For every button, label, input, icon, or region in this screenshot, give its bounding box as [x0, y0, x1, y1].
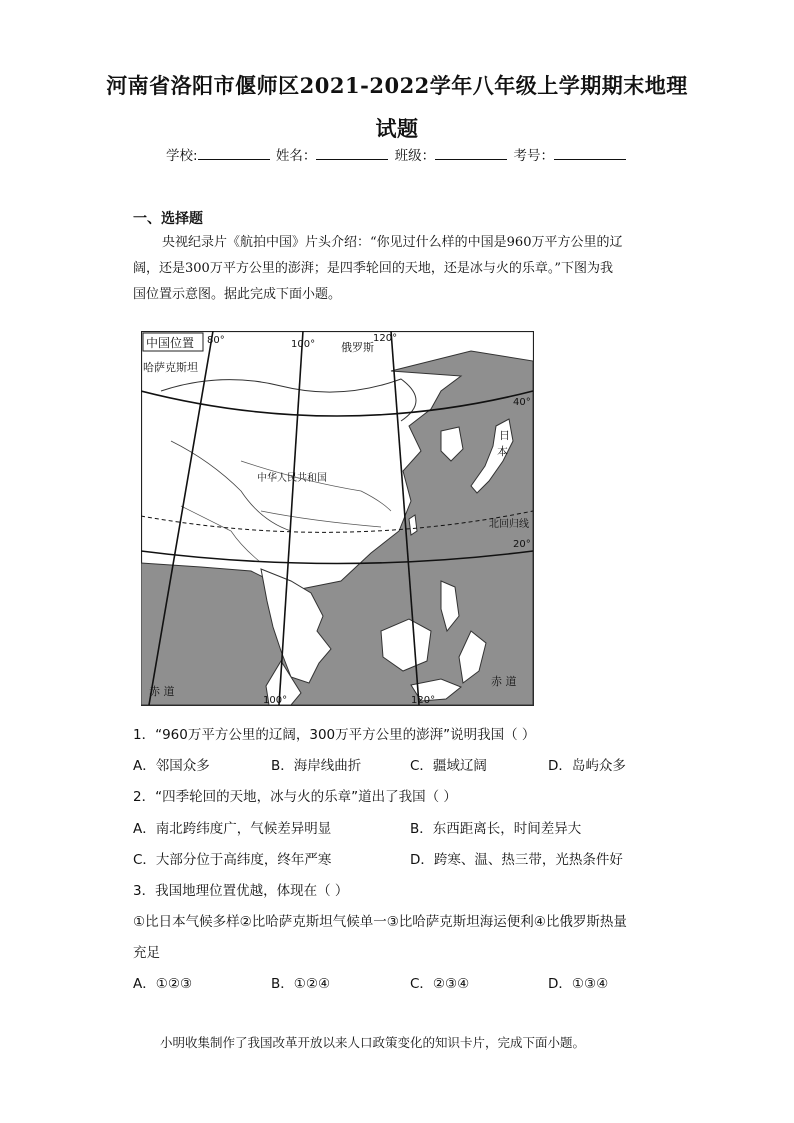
intro-line-1: 央视纪录片《航拍中国》片头介绍：“你见过什么样的中国是960万平方公里的辽: [162, 235, 623, 250]
class-label: 班级：: [394, 148, 436, 164]
label-lon-100-bottom: 100°: [263, 695, 288, 706]
label-lat-20: 20°: [513, 539, 531, 550]
question-3-statements: ①比日本气候多样②比哈萨克斯坦气候单一③比哈萨克斯坦海运便利④比俄罗斯热量: [133, 914, 627, 930]
school-blank[interactable]: [198, 147, 270, 160]
label-russia: 俄罗斯: [341, 341, 374, 354]
question-2-option-b[interactable]: B．东西距离长，时间差异大: [410, 821, 582, 837]
question-3-option-a[interactable]: A．①②③: [133, 976, 193, 992]
label-china: 中华人民共和国: [257, 473, 327, 484]
student-info: [0, 144, 794, 164]
question-1-option-a[interactable]: A．邻国众多: [133, 758, 210, 774]
label-tropic: 北回归线: [489, 519, 529, 530]
question-1-option-b[interactable]: B．海岸线曲折: [271, 758, 362, 774]
question-3-option-b[interactable]: B．①②④: [271, 976, 331, 992]
map-title: 中国位置: [146, 336, 195, 350]
page-title-continued: 试题: [375, 116, 419, 141]
china-location-map: [141, 331, 534, 706]
label-equator-left: 赤 道: [149, 685, 175, 698]
label-equator-right: 赤 道: [491, 675, 517, 688]
next-question-intro: 小明收集制作了我国改革开放以来人口政策变化的知识卡片，完成下面小题。: [160, 1035, 586, 1050]
label-japan-2: 本: [497, 445, 508, 458]
question-2-option-a[interactable]: A．南北跨纬度广，气候差异明显: [133, 821, 332, 837]
question-3-option-d[interactable]: D．①③④: [548, 976, 609, 992]
school-label: 学校:: [166, 148, 198, 164]
label-lon-120-bottom: 120°: [411, 695, 436, 706]
taiwan: [409, 515, 417, 535]
label-lon-100-top: 100°: [291, 339, 316, 350]
page-title: 河南省洛阳市偃师区2021-2022学年八年级上学期期末地理: [106, 73, 688, 98]
intro-line-3: 国位置示意图。据此完成下面小题。: [133, 287, 342, 302]
label-japan-1: 日: [499, 429, 510, 442]
class-blank[interactable]: [435, 147, 507, 160]
intro-line-2: 阔，还是300万平方公里的澎湃；是四季轮回的天地，还是冰与火的乐章。”下图为我: [133, 261, 613, 276]
label-lat-40: 40°: [513, 397, 531, 408]
question-1-option-c[interactable]: C．疆域辽阔: [410, 758, 487, 774]
label-kazakhstan: 哈萨克斯坦: [143, 361, 198, 374]
question-2-option-d[interactable]: D．跨寒、温、热三带，光热条件好: [410, 852, 623, 868]
label-lon-120-top: 120°: [373, 333, 398, 344]
question-3-statements-continued: 充足: [133, 945, 160, 961]
question-3-stem: 3．我国地理位置优越，体现在（ ）: [133, 883, 349, 899]
name-blank[interactable]: [316, 147, 388, 160]
question-2-option-c[interactable]: C．大部分位于高纬度，终年严寒: [133, 852, 332, 868]
question-1-option-d[interactable]: D．岛屿众多: [548, 758, 626, 774]
question-2-stem: 2．“四季轮回的天地，冰与火的乐章”道出了我国（ ）: [133, 789, 457, 805]
question-3-option-c[interactable]: C．②③④: [410, 976, 470, 992]
section-heading: 一、选择题: [133, 211, 203, 227]
label-lon-80: 80°: [207, 335, 225, 346]
name-label: 姓名：: [275, 148, 317, 164]
number-label: 考号：: [513, 148, 554, 164]
number-blank[interactable]: [554, 147, 626, 160]
question-1-stem: 1．“960万平方公里的辽阔，300万平方公里的澎湃”说明我国（ ）: [133, 727, 536, 743]
